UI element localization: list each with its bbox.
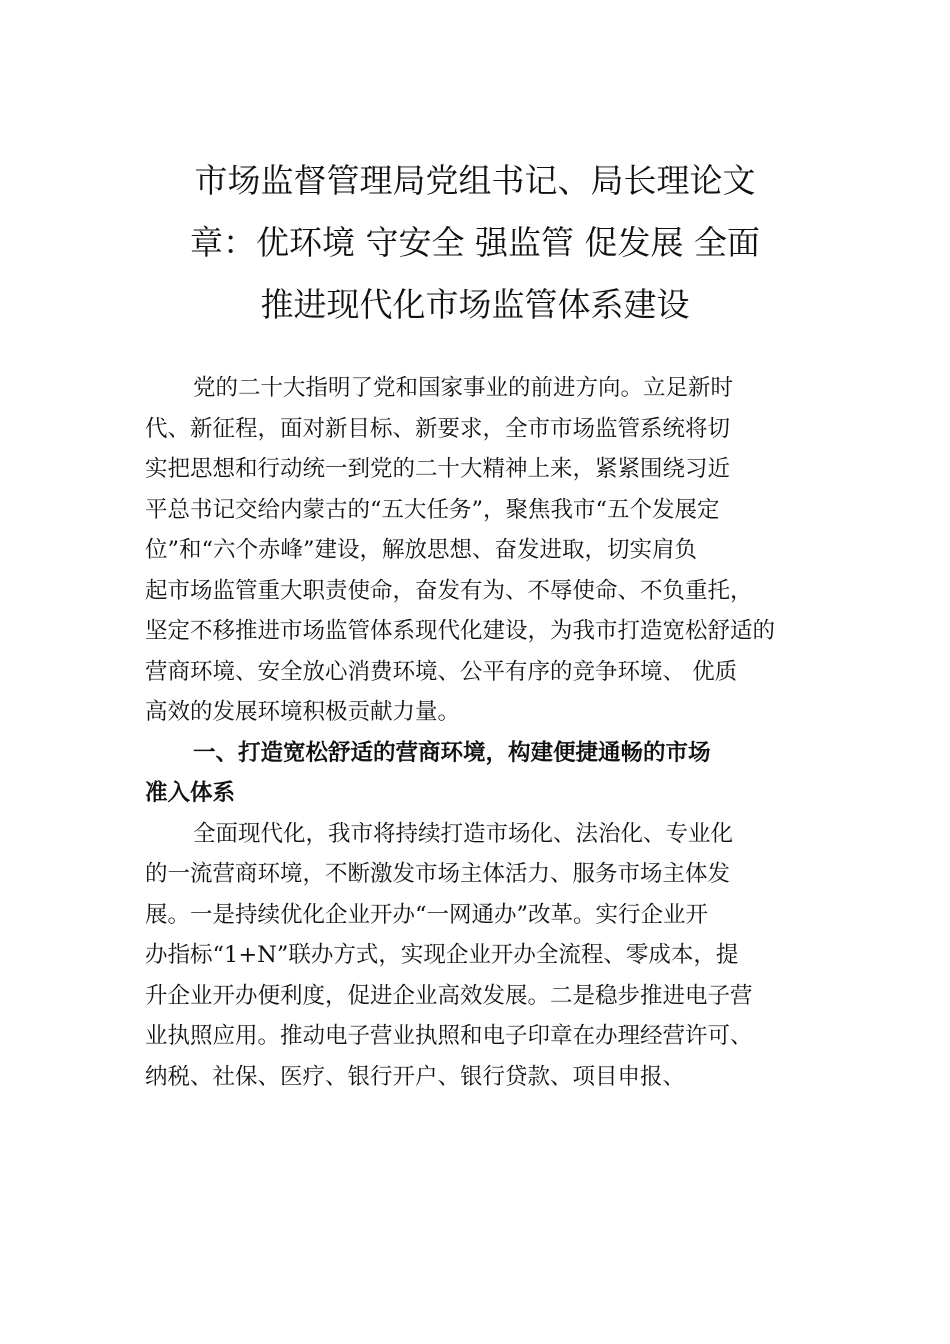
paragraph-line: 党的二十大指明了党和国家事业的前进方向。立足新时	[193, 375, 734, 401]
paragraph-line: 升企业开办便利度，促进企业高效发展。二是稳步推进电子营	[145, 982, 753, 1009]
title-line-1: 市场监督管理局党组书记、局长理论文	[194, 161, 756, 200]
paragraph-line: 的一流营商环境，不断激发市场主体活力、服务市场主体发	[145, 861, 731, 887]
paragraph-line: 纳税、社保、医疗、银行开户、银行贷款、项目申报、	[145, 1063, 686, 1090]
title-line-2: 章：优环境 守安全 强监管 促发展 全面	[190, 223, 760, 262]
paragraph-line: 代、新征程，面对新目标、新要求，全市市场监管系统将切	[145, 415, 731, 442]
paragraph-line: 高效的发展环境积极贡献力量。	[145, 699, 461, 725]
paragraph-line: 平总书记交给内蒙古的“五大任务”，聚焦我市“五个发展定	[145, 496, 720, 523]
section-heading-1	[145, 733, 825, 814]
document-title	[140, 150, 810, 336]
heading-line: 一、打造宽松舒适的营商环境，构建便捷通畅的市场	[193, 739, 711, 766]
paragraph-intro	[145, 368, 825, 733]
paragraph-line: 营商环境、安全放心消费环境、公平有序的竞争环境、 优质	[145, 658, 738, 685]
heading-line: 准入体系	[145, 780, 236, 806]
paragraph-section-1	[145, 814, 825, 1098]
paragraph-line: 起市场监管重大职责使命，奋发有为、不辱使命、不负重托，	[145, 577, 753, 604]
paragraph-line: 办指标“1+N”联办方式，实现企业开办全流程、零成本，提	[145, 942, 739, 968]
paragraph-line: 坚定不移推进市场监管体系现代化建设，为我市打造宽松舒适的	[145, 618, 776, 644]
paragraph-line: 位”和“六个赤峰”建设，解放思想、奋发进取，切实肩负	[145, 537, 698, 563]
paragraph-line: 业执照应用。推动电子营业执照和电子印章在办理经营许可、	[145, 1023, 753, 1049]
paragraph-line: 实把思想和行动统一到党的二十大精神上来，紧紧围绕习近	[145, 456, 731, 482]
paragraph-line: 展。一是持续优化企业开办“一网通办”改革。实行企业开	[145, 901, 709, 928]
title-line-3: 推进现代化市场监管体系建设	[260, 285, 690, 324]
paragraph-line: 全面现代化，我市将持续打造市场化、法治化、专业化	[193, 820, 734, 847]
document-body	[145, 368, 825, 1097]
